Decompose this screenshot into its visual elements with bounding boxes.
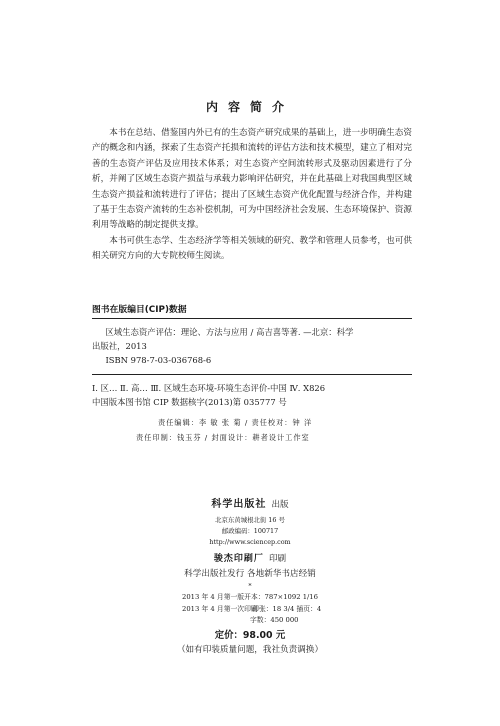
price: 定价：98.00 元	[214, 630, 286, 641]
cip-lower	[92, 381, 422, 409]
summary-paragraph-2: 本书可供生态学、生态经济学等相关领域的研究、教学和管理人员参考，也可供相关研究方向的大专院校师生阅读。	[92, 235, 412, 262]
cip-check-number: 中国版本图书馆 CIP 数据核字(2013)第 035777 号	[92, 397, 287, 407]
credits-editors: 责任编辑：李 敏 张 菊 / 责任校对：钟 洋	[158, 418, 313, 427]
quality-notice: （如有印装质量问题，我社负责调换）	[176, 645, 324, 655]
credits-production: 责任印制：钱玉芬 / 封面设计：耕者设计工作室	[136, 433, 310, 442]
publisher-line	[0, 492, 500, 515]
summary-title: 内容简介	[205, 100, 294, 114]
cip-top-rule	[92, 318, 412, 319]
credits	[136, 415, 313, 445]
summary-body	[92, 126, 412, 265]
printer-suffix: 印刷	[268, 554, 287, 564]
cip-heading: 图书在版编目(CIP)数据	[92, 305, 187, 315]
publisher-suffix: 出版	[271, 500, 289, 510]
publisher-address: 北京东黄城根北街 16 号	[215, 516, 285, 524]
publisher-website: http://www.sciencep.com	[209, 538, 291, 546]
imprint-divider: *	[248, 582, 252, 590]
format: 开本：787×1092 1/16	[244, 593, 318, 601]
publisher-name: 科学出版社	[211, 499, 267, 510]
printer-line	[0, 548, 500, 567]
summary-paragraph-1: 本书在总结、借鉴国内外已有的生态资产研究成果的基础上，进一步明确生态资产的概念和内涵，探索了生态资产托损和流转的评估方法和技术模型，建立了相对完善的生态资产评估及应用技术体系；对生态资产空间流转形式及驱动因素进行了分析，并阐了区域生态资产损益与承载力影响评估研究，并在此基础上对我国典型区域生态资产损益和流转进行了评估；提出了区域生态资产优化配置与经济合作，并构建了基于生态资产流转的生态补偿机制，可为中国经济社会发展、生态环境保护、资源利用等战略的制定提供支撑。	[92, 128, 412, 231]
edition-row-3	[182, 615, 321, 627]
word-count: 字数：450 000	[250, 616, 299, 624]
cip-mid-rule	[92, 374, 412, 375]
edition-date: 2013 年 4 月第一版	[182, 593, 245, 601]
distribution-line: 科学出版社发行 各地新华书店经销	[184, 569, 316, 579]
edition-row-1	[182, 592, 321, 604]
edition-info	[182, 592, 321, 627]
imprint	[0, 492, 500, 592]
cip-classification: Ⅰ. 区… Ⅱ. 高… Ⅲ. 区域生态环境-环境生态评价-中国 Ⅳ. X826	[92, 383, 326, 393]
cip-entry	[92, 325, 412, 368]
sheets: 印张：18 3/4 插页：4	[252, 604, 322, 613]
publisher-postcode: 邮政编码：100717	[221, 527, 279, 535]
cip-entry-line-2: 出版社，2013	[92, 341, 147, 352]
printing-date: 2013 年 4 月第一次印刷	[182, 604, 258, 613]
edition-row-2	[182, 604, 321, 616]
printer-name: 骏杰印刷厂	[213, 554, 264, 564]
cip-isbn: ISBN 978-7-03-036768-6	[105, 355, 212, 366]
cip-entry-line-1: 区域生态资产评估：理论、方法与应用 / 高吉喜等著. —北京：科学	[105, 327, 354, 337]
